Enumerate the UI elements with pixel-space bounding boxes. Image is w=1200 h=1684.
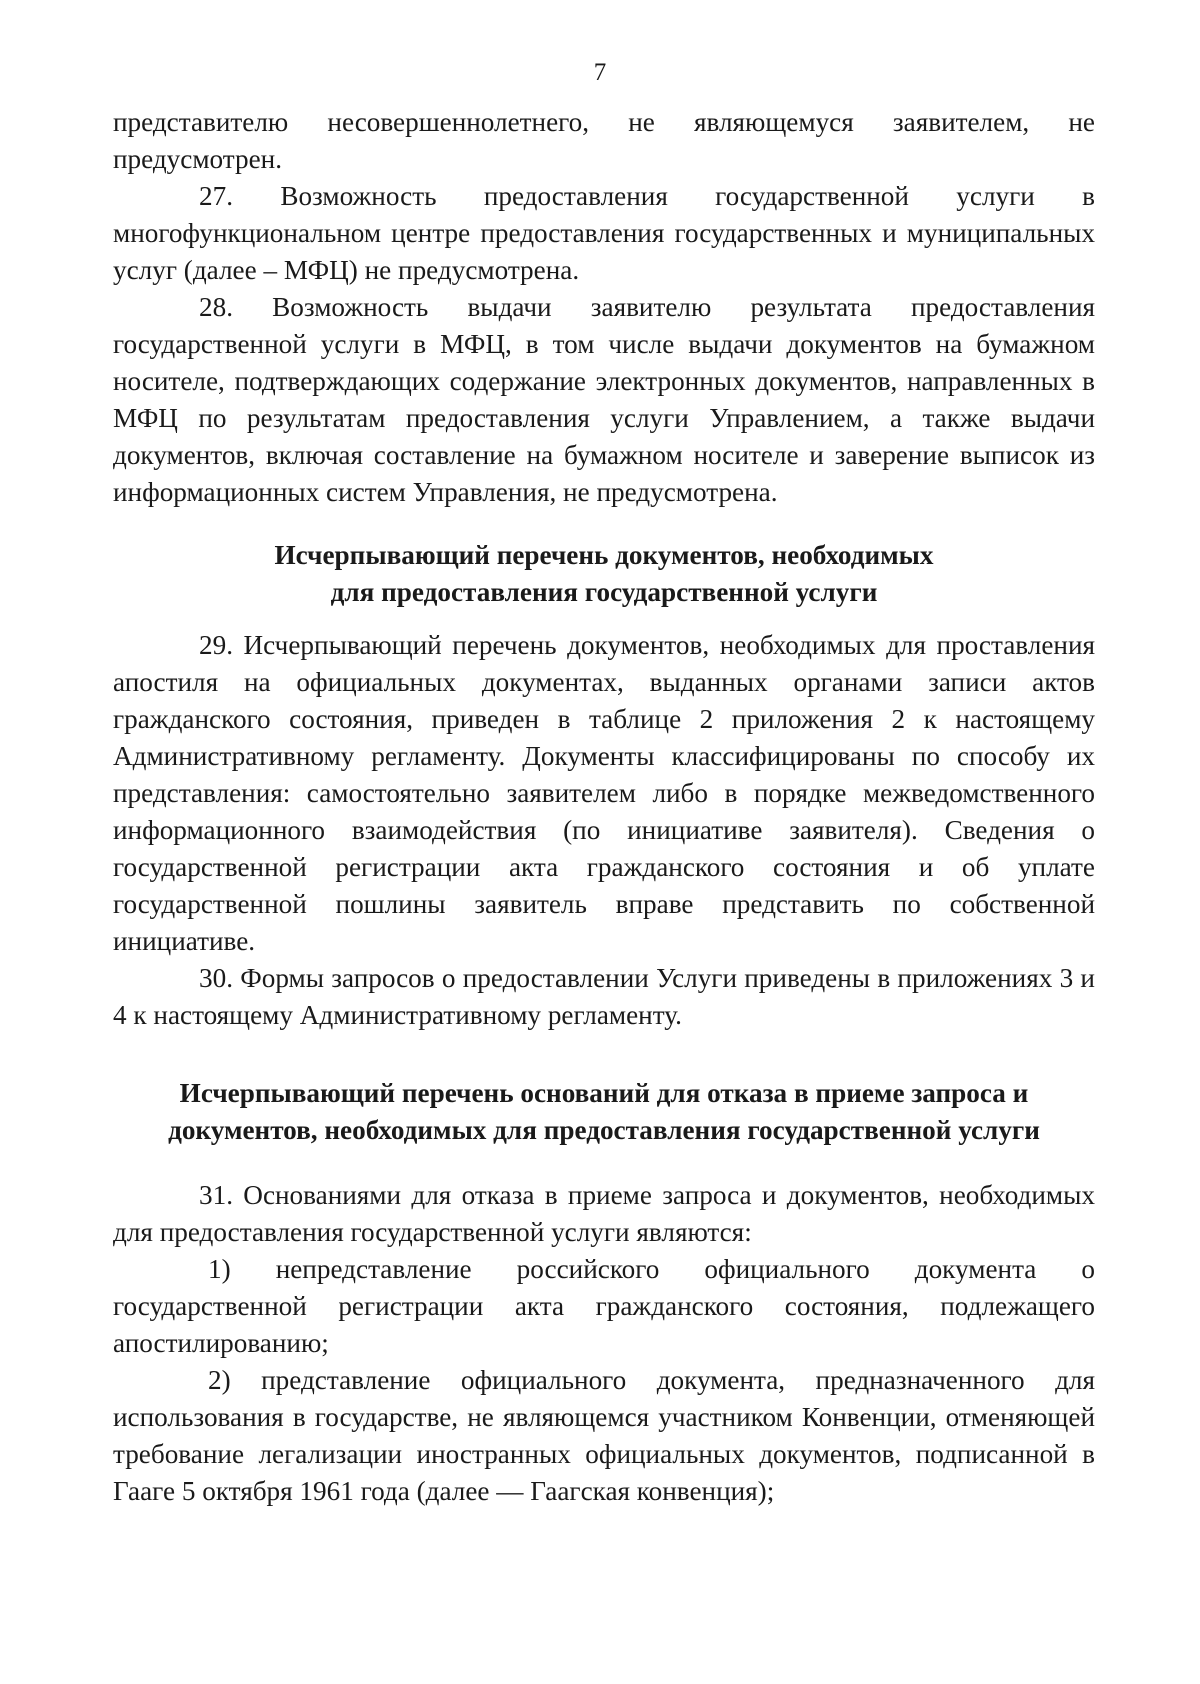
heading-line: Исчерпывающий перечень оснований для отказа в приеме запроса и <box>179 1078 1029 1108</box>
list-item-2: 2) представление официального документа, предназначенного для использования в государстве, не являющемся участником Конвенции, отменяющей требование легализации иностранных официальных документов, подписанной в Гааге 5 октября 1961 года (далее — Гаагская конвенция); <box>113 1365 1095 1506</box>
page-number: 7 <box>593 59 607 86</box>
heading-line: Исчерпывающий перечень документов, необходимых <box>274 540 934 570</box>
text-block-3 <box>113 1177 1095 1510</box>
paragraph-27: 27. Возможность предоставления государственной услуги в многофункциональном центре предоставления государственных и муниципальных услуг (далее – МФЦ) не предусмотрена. <box>113 181 1095 285</box>
heading-line: для предоставления государственной услуги <box>330 577 878 607</box>
paragraph-29: 29. Исчерпывающий перечень документов, необходимых для проставления апостиля на официальных документах, выданных органами записи актов гражданского состояния, приведен в таблице 2 приложения 2 к настоящему Административному регламенту. Документы классифицированы по способу их представления: самостоятельно заявителем либо в порядке межведомственного информационного взаимодействия (по инициативе заявителя). Сведения о государственной регистрации акта гражданского состояния и об уплате государственной пошлины заявитель вправе представить по собственной инициативе. <box>113 630 1095 956</box>
text-block-1 <box>113 104 1095 511</box>
paragraph-continuation: представителю несовершеннолетнего, не являющемуся заявителем, не предусмотрен. <box>113 107 1095 174</box>
paragraph-28: 28. Возможность выдачи заявителю результата предоставления государственной услуги в МФЦ, в том числе выдачи документов на бумажном носителе, подтверждающих содержание электронных документов, направленных в МФЦ по результатам предоставления услуги Управлением, а также выдачи документов, включая составление на бумажном носителе и заверение выписок из информационных систем Управления, не предусмотрена. <box>113 292 1095 507</box>
section-heading-documents <box>113 537 1095 611</box>
list-item-1: 1) непредставление российского официального документа о государственной регистрации акта гражданского состояния, подлежащего апостилированию; <box>113 1254 1095 1358</box>
text-block-2 <box>113 627 1095 1034</box>
paragraph-31: 31. Основаниями для отказа в приеме запроса и документов, необходимых для предоставления государственной услуги являются: <box>113 1180 1095 1247</box>
paragraph-30: 30. Формы запросов о предоставлении Услуги приведены в приложениях 3 и 4 к настоящему Административному регламенту. <box>113 963 1095 1030</box>
section-heading-refusal-grounds <box>113 1075 1095 1149</box>
heading-line: документов, необходимых для предоставления государственной услуги <box>168 1115 1040 1145</box>
